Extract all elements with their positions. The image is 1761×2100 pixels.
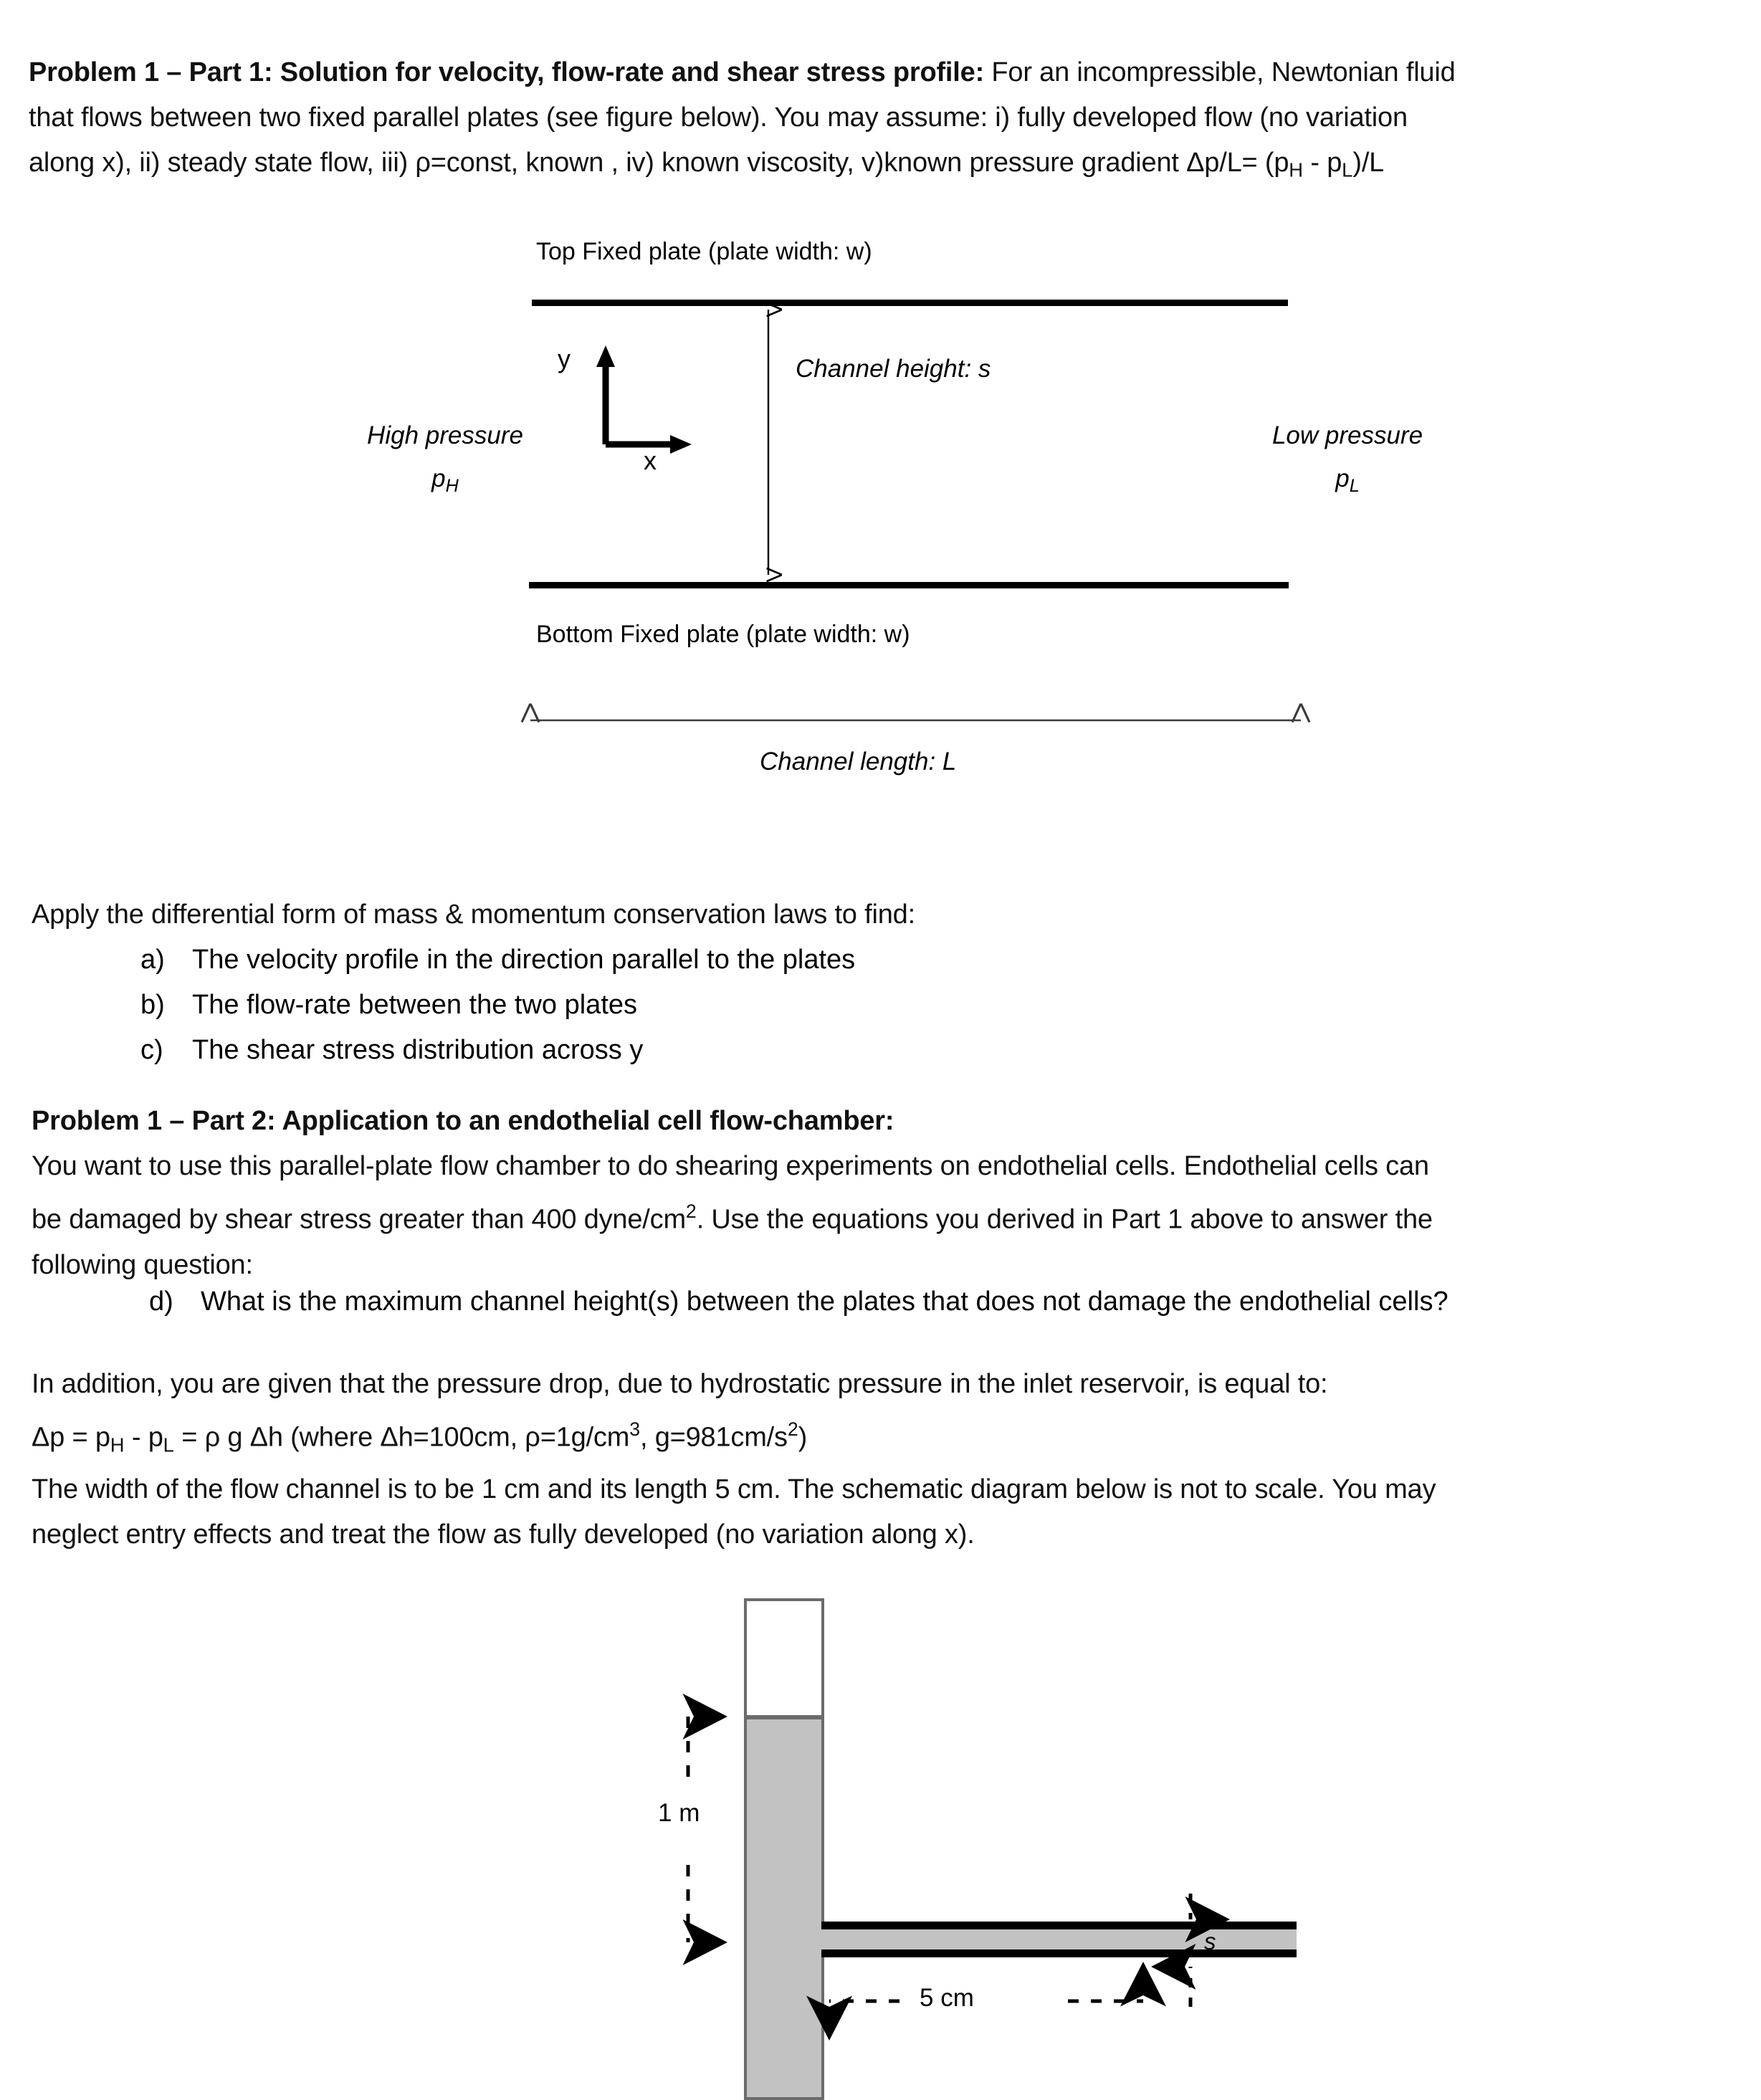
height-dimension-label (658, 1799, 700, 1828)
part1-line2: that flows between two fixed parallel plates (see figure below). You may assume: i) fully developed flow (no variation (29, 102, 1408, 133)
given-eq-d: , g=981cm/s (639, 1422, 788, 1453)
given-eq-sup-2: 2 (787, 1418, 798, 1440)
list-marker-a: a) (140, 945, 165, 975)
given-eq-sub-l: L (163, 1433, 174, 1456)
part1-line3-a: along x), ii) steady state flow, iii) ρ=const, known , iv) known viscosity, v)known pressure gradient Δp/L= (p (29, 148, 1289, 178)
reservoir-figure (0, 1584, 1761, 2064)
part1-line3-c: )/L (1352, 148, 1385, 178)
gap-dimension-text: s (1204, 1928, 1216, 1955)
given-line4: neglect entry effects and treat the flow as fully developed (no variation along x). (32, 1519, 975, 1550)
given-line3: The width of the flow channel is to be 1 cm and its length 5 cm. The schematic diagram below is not to scale. You may (32, 1474, 1436, 1505)
list-text-c: The shear stress distribution across y (192, 1035, 644, 1065)
given-eq-c: = ρ g Δh (where Δh=100cm, ρ=1g/cm (173, 1422, 630, 1453)
part1-heading: Problem 1 – Part 1: Solution for velocity, flow-rate and shear stress profile: (29, 57, 985, 87)
given-eq-e: ) (798, 1422, 808, 1453)
part2-line1: You want to use this parallel-plate flow chamber to do shearing experiments on endothelial cells. Endothelial cells can (32, 1151, 1429, 1181)
part2-heading: Problem 1 – Part 2: Application to an endothelial cell flow-chamber: (32, 1106, 894, 1136)
part1-line1-rest: For an incompressible, Newtonian fluid (984, 57, 1456, 87)
low-pressure-symbol (1218, 462, 1476, 502)
part1-line3-sub-h: H (1289, 158, 1304, 181)
given-eq-b: - p (124, 1422, 163, 1453)
list-marker-b: b) (140, 990, 165, 1020)
list-text-a: The velocity profile in the direction parallel to the plates (192, 945, 856, 975)
axis-x-label (644, 444, 657, 477)
given-paragraph (32, 1362, 1745, 1557)
reservoir-dimension-arrows (0, 1584, 1761, 2064)
list-item (140, 983, 637, 1028)
axis-y-text: y (558, 344, 571, 373)
list-marker-d: d) (149, 1287, 173, 1317)
length-dimension-text: 5 cm (920, 1984, 974, 2012)
high-pressure-p-sub: H (445, 476, 459, 497)
apply-intro (32, 892, 1737, 937)
low-pressure-text: Low pressure (1271, 421, 1423, 449)
part2-line2-sup: 2 (685, 1201, 697, 1222)
part2-line2-b: . Use the equations you derived in Part 1 above to answer the (696, 1204, 1433, 1235)
height-dimension-text: 1 m (658, 1799, 700, 1827)
part2-heading-line (32, 1099, 1737, 1144)
given-eq-a: Δp = p (32, 1422, 110, 1453)
low-pressure-p-sub: L (1349, 476, 1360, 497)
high-pressure-text: High pressure (367, 421, 523, 449)
axis-x-text: x (644, 446, 657, 475)
low-pressure-p: p (1335, 464, 1350, 492)
list-text-d: What is the maximum channel height(s) between the plates that does not damage the endothelial cells? (201, 1287, 1449, 1317)
bottom-plate-caption-italic: (plate width: w) (745, 621, 910, 648)
list-item (140, 937, 855, 983)
top-plate-caption-plain: Top Fixed plate (536, 238, 709, 265)
length-dimension-label (920, 1984, 974, 2013)
list-text-b: The flow-rate between the two plates (192, 990, 638, 1020)
part1-line3-sub-l: L (1342, 158, 1353, 181)
high-pressure-p: p (431, 464, 446, 492)
given-eq-sub-h: H (110, 1433, 125, 1456)
high-pressure-label (357, 419, 533, 502)
given-line1: In addition, you are given that the pressure drop, due to hydrostatic pressure in the inlet reservoir, is equal to: (32, 1369, 1328, 1399)
part2-paragraph (32, 1144, 1745, 1288)
part1-line3-b: - p (1303, 148, 1342, 178)
part2-line3: following question: (32, 1249, 253, 1280)
low-pressure-label (1218, 419, 1476, 502)
bottom-plate-caption-plain: Bottom Fixed plate (536, 621, 746, 648)
given-eq-sup-3: 3 (629, 1418, 640, 1440)
channel-height-text: Channel height: s (796, 355, 991, 383)
apply-intro-text: Apply the differential form of mass & momentum conservation laws to find: (32, 899, 915, 930)
axis-y-label (558, 343, 571, 376)
channel-length-text: Channel length: L (760, 748, 957, 775)
gap-dimension-label (1204, 1928, 1216, 1955)
coordinate-axes (0, 0, 1761, 831)
list-item (140, 1028, 643, 1073)
list-item (149, 1279, 1449, 1325)
top-plate-caption-italic: (plate width: w) (708, 238, 872, 265)
list-marker-c: c) (140, 1035, 163, 1065)
part2-line2-a: be damaged by shear stress greater than 400 dyne/cm (32, 1204, 686, 1235)
high-pressure-symbol (357, 462, 533, 502)
parallel-plate-figure (0, 0, 1761, 831)
